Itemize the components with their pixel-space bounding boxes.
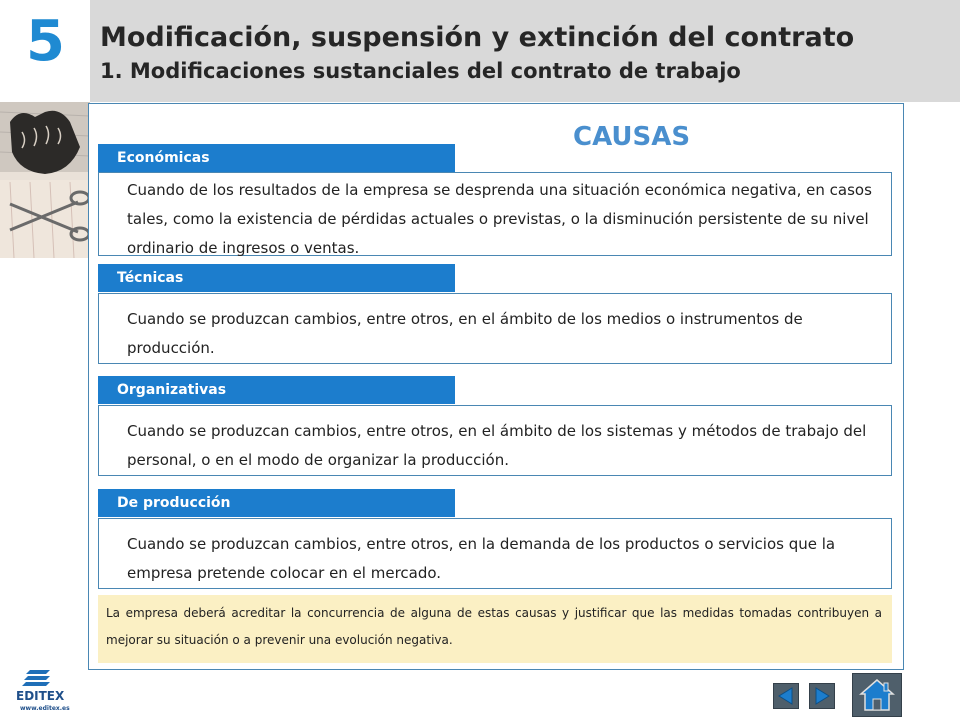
cause-tab-economicas: Económicas [98,144,455,172]
cause-text-produccion: Cuando se produzcan cambios, entre otros, en la demanda de los productos o servicios que la empresa pretende colocar en el mercado. [98,518,892,589]
chapter-number: 5 [26,9,65,74]
note-box: La empresa deberá acreditar la concurrencia de alguna de estas causas y justificar que las medidas tomadas contribuyen a mejorar su situación o a prevenir una evolución negativa. [98,595,892,663]
hands-scissors-image [0,102,90,258]
triangle-right-icon [810,684,834,708]
page-subtitle: 1. Modificaciones sustanciales del contrato de trabajo [100,59,741,83]
editex-logo [12,668,72,712]
section-title: CAUSAS [573,122,691,152]
page-title: Modificación, suspensión y extinción del contrato [100,22,855,53]
logo-wordmark: EDITEX [16,689,65,703]
previous-button[interactable] [773,683,799,709]
next-button[interactable] [809,683,835,709]
home-icon [853,674,901,716]
cause-text-economicas: Cuando de los resultados de la empresa se desprenda una situación económica negativa, en casos tales, como la existencia de pérdidas actuales o previstas, o la disminución persistente de su nivel ordinario de ingresos o ventas. [98,172,892,256]
triangle-left-icon [774,684,798,708]
cause-text-tecnicas: Cuando se produzcan cambios, entre otros, en el ámbito de los medios o instrumentos de producción. [98,293,892,364]
home-button[interactable] [852,673,902,717]
cause-tab-produccion: De producción [98,489,455,517]
logo-url: www.editex.es [20,705,70,712]
cause-tab-tecnicas: Técnicas [98,264,455,292]
cause-tab-organizativas: Organizativas [98,376,455,404]
cause-text-organizativas: Cuando se produzcan cambios, entre otros, en el ámbito de los sistemas y métodos de trabajo del personal, o en el modo de organizar la producción. [98,405,892,476]
